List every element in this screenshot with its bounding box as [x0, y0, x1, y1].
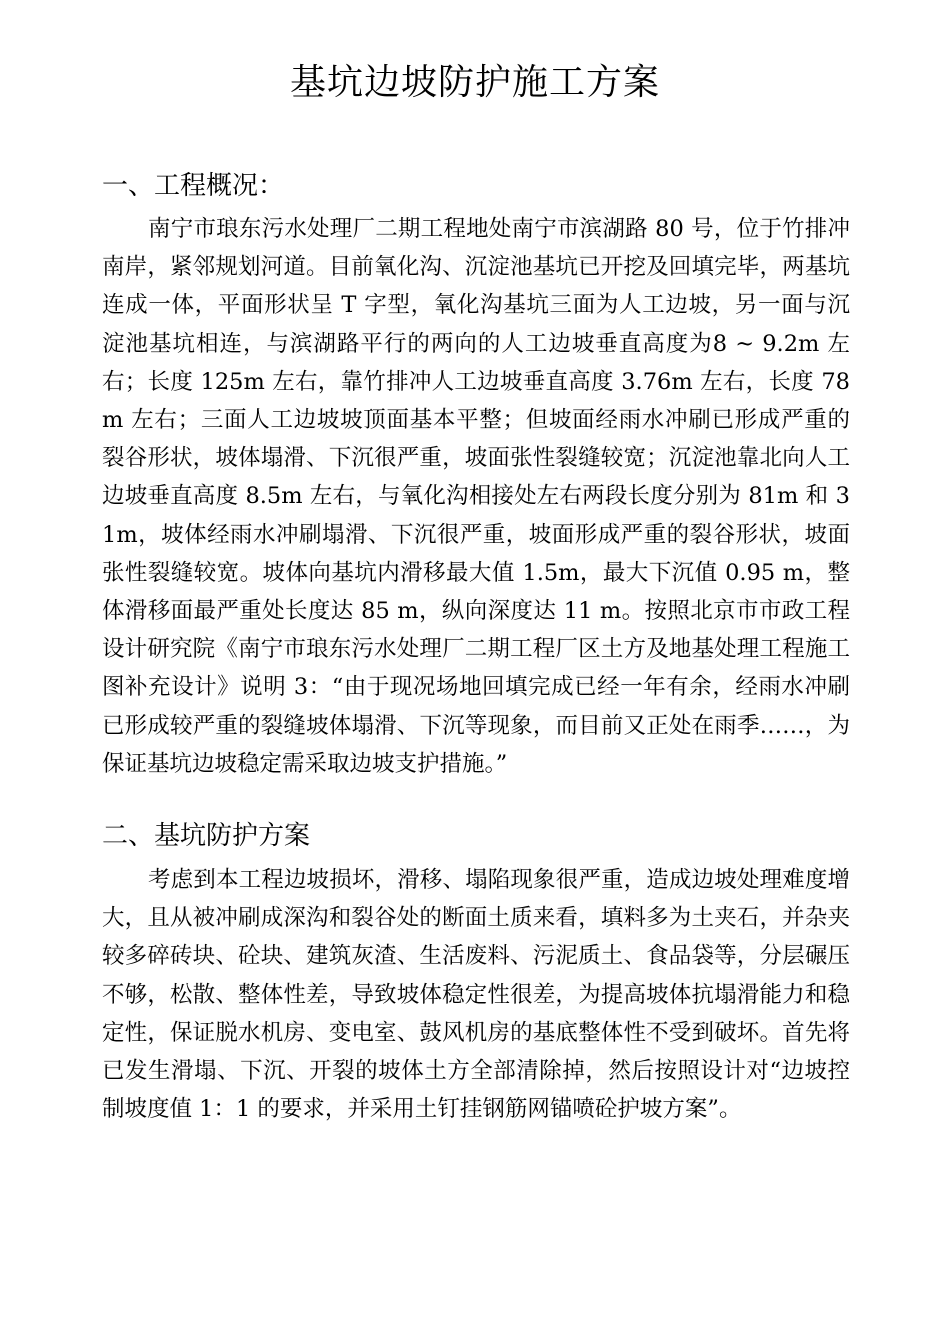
- paragraph-protection-plan: 考虑到本工程边坡损坏，滑移、塌陷现象很严重，造成边坡处理难度增大，且从被冲刷成深沟和裂谷处的断面土质来看，填料多为土夹石，并杂夹较多碎砖块、砼块、建筑灰渣、生活废料、污泥质土、食品袋等，分层碾压不够，松散、整体性差，导致坡体稳定性很差，为提高坡体抗塌滑能力和稳定性，保证脱水机房、变电室、鼓风机房的基底整体性不受到破坏。首先将已发生滑塌、下沉、开裂的坡体土方全部清除掉，然后按照设计对“边坡控制坡度值 1：1 的要求，并采用土钉挂钢筋网锚喷砼护坡方案”。: [102, 867, 850, 1123]
- section-heading-protection-plan: 二、基坑防护方案: [102, 821, 311, 851]
- section-heading-project-overview: 一、工程概况：: [102, 171, 285, 201]
- paragraph-project-overview: 南宁市琅东污水处理厂二期工程地处南宁市滨湖路 80 号，位于竹排冲南岸，紧邻规划河道。目前氧化沟、沉淀池基坑已开挖及回填完毕，两基坑连成一体，平面形状呈 T 字型，氧化沟基坑三面为人工边坡，另一面与沉淀池基坑相连，与滨湖路平行的两向的人工边坡垂直高度为8 ~ 9.2m 左右；长度 125m 左右，靠竹排冲人工边坡垂直高度 3.76m 左右，长度 78m 左右；三面人工边坡坡顶面基本平整；但坡面经雨水冲刷已形成严重的裂谷形状，坡体塌滑、下沉很严重，坡面张性裂缝较宽；沉淀池靠北向人工边坡垂直高度 8.5m 左右，与氧化沟相接处左右两段长度分别为 81m 和 31m，坡体经雨水冲刷塌滑、下沉很严重，坡面形成严重的裂谷形状，坡面张性裂缝较宽。坡体向基坑内滑移最大值 1.5m，最大下沉值 0.95 m，整体滑移面最严重处长度达 85 m，纵向深度达 11 m。按照北京市市政工程设计研究院《南宁市琅东污水处理厂二期工程厂区土方及地基处理工程施工图补充设计》说明 3：“由于现况场地回填完成已经一年有余，经雨水冲刷已形成较严重的裂缝坡体塌滑、下沉等现象，而目前又正处在雨季……，为保证基坑边坡稳定需采取边坡支护措施。”: [102, 216, 850, 777]
- document-title: 基坑边坡防护施工方案: [289, 62, 660, 103]
